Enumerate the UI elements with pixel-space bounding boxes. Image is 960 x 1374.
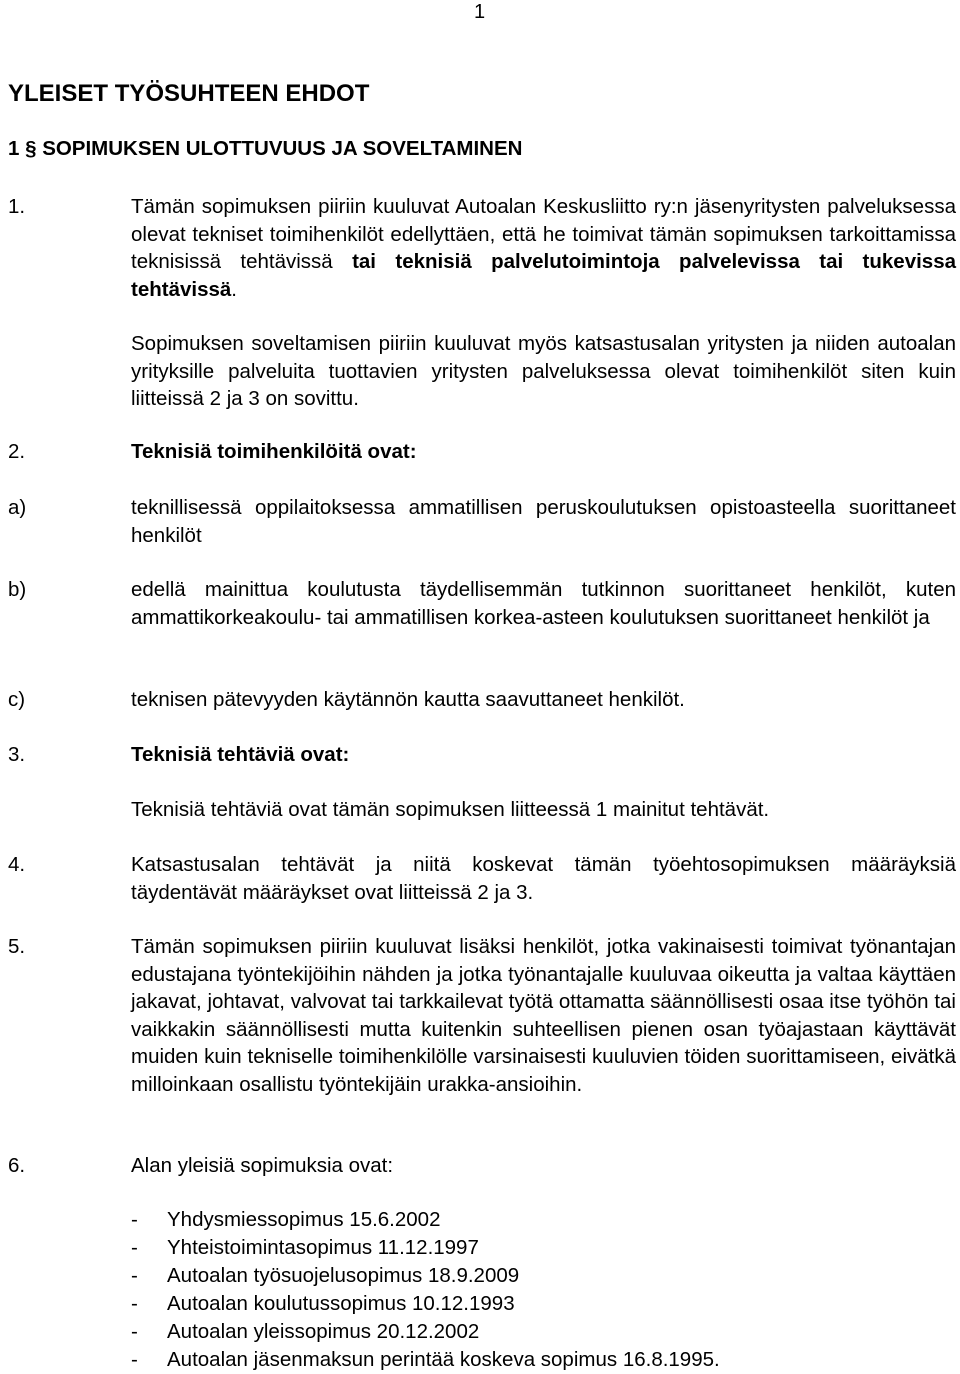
paragraph-3-text [8,796,956,824]
paragraph-4 [8,851,956,906]
dash-bullet: - [131,1292,138,1315]
paragraph-text-end: . [231,277,237,301]
paragraph-number: 1. [8,195,26,218]
paragraph-2 [8,438,956,466]
page-number: 1 [474,1,486,23]
paragraph-5 [8,933,956,1099]
agreements-list [131,1206,720,1374]
list-item-text: edellä mainittua koulutusta täydellisemmän tutkinnon suorittaneet henkilöt, kuten ammattikorkeakoulu- tai ammatillisen korkea-asteen koulutuksen suorittaneet henkilöt ja [131,578,956,629]
list-item [131,1290,720,1318]
list-item [131,1262,720,1290]
dash-bullet: - [131,1236,138,1259]
list-item-b [8,576,956,631]
list-item [131,1346,720,1374]
list-item-label: b) [8,578,27,601]
list-item-text: Autoalan työsuojelusopimus 18.9.2009 [167,1264,520,1287]
list-item-text: Autoalan jäsenmaksun perintää koskeva sopimus 16.8.1995. [167,1348,720,1371]
list-item-text: Autoalan koulutussopimus 10.12.1993 [167,1292,515,1315]
list-item-text: teknisen pätevyyden käytännön kautta saavuttaneet henkilöt. [131,688,685,711]
paragraph-6 [8,1152,956,1180]
paragraph-text-plain: Tämän sopimuksen piiriin kuuluvat Autoalan Keskusliitto ry:n jäsenyritysten palveluksessa olevat tekniset toimihenkilöt edellyttäen, että he toimivat tämän sopimuksen tarkoittamissa teknisissä tehtävissä [131,195,956,274]
section-heading: 1 § SOPIMUKSEN ULOTTUVUUS JA SOVELTAMINEN [8,137,523,160]
list-item [131,1318,720,1346]
list-item-c [8,686,956,714]
list-item-text: teknillisessä oppilaitoksessa ammatillisen peruskoulutuksen opistoasteella suorittaneet henkilöt [131,496,956,547]
list-item-text: Yhteistoimintasopimus 11.12.1997 [167,1236,479,1259]
paragraph-number: 4. [8,853,26,876]
paragraph-3 [8,741,956,769]
paragraph-1 [8,193,956,303]
paragraph-number: 3. [8,743,26,766]
list-item-label: a) [8,496,27,519]
paragraph-heading: Teknisiä toimihenkilöitä ovat: [131,440,417,463]
dash-bullet: - [131,1208,138,1231]
paragraph-text: Alan yleisiä sopimuksia ovat: [131,1154,394,1177]
list-item [131,1206,720,1234]
paragraph-text-bold: tai teknisiä palvelutoimintoja palvelevissa tai tukevissa tehtävissä [131,250,957,301]
paragraph-text: Sopimuksen soveltamisen piiriin kuuluvat myös katsastusalan yritysten ja niiden autoalan yrityksille palveluita tuottavien yritysten palveluksessa olevat toimihenkilöt siten kuin liitteissä 2 ja 3 on sovittu. [131,332,956,411]
paragraph-text: Katsastusalan tehtävät ja niitä koskevat tämän työehtosopimuksen määräyksiä täydentävät määräykset ovat liitteissä 2 ja 3. [131,853,956,904]
paragraph-text [131,193,956,303]
document-title: YLEISET TYÖSUHTEEN EHDOT [8,80,370,107]
paragraph-text: Teknisiä tehtäviä ovat tämän sopimuksen liitteessä 1 mainitut tehtävät. [131,798,770,821]
dash-bullet: - [131,1264,138,1287]
paragraph-number: 2. [8,440,26,463]
list-item-a [8,494,956,549]
paragraph-1-continued [8,330,956,413]
list-item [131,1234,720,1262]
list-item-text: Yhdysmiessopimus 15.6.2002 [167,1208,441,1231]
dash-bullet: - [131,1348,138,1371]
paragraph-number: 5. [8,935,26,958]
paragraph-number: 6. [8,1154,26,1177]
paragraph-heading: Teknisiä tehtäviä ovat: [131,743,350,766]
list-item-text: Autoalan yleissopimus 20.12.2002 [167,1320,480,1343]
dash-bullet: - [131,1320,138,1343]
paragraph-text: Tämän sopimuksen piiriin kuuluvat lisäksi henkilöt, jotka vakinaisesti toimivat työnantajan edustajana työntekijöihin nähden ja jotka työnantajalle kuuluvaa oikeutta ja valtaa käyttäen jakavat, johtavat, valvovat tai tarkkailevat työtä ottamatta säännöllisesti osaa itse työhön tai vaikkakin säännöllisesti mutta kuitenkin suhteellisen pienen osan työajastaan käyttävät muiden kuin tekniselle toimihenkilölle varsinaisesti kuuluvien töiden suorittamiseen, eivätkä milloinkaan osallistu työntekijäin urakka-ansioihin. [131,935,956,1096]
list-item-label: c) [8,688,26,711]
